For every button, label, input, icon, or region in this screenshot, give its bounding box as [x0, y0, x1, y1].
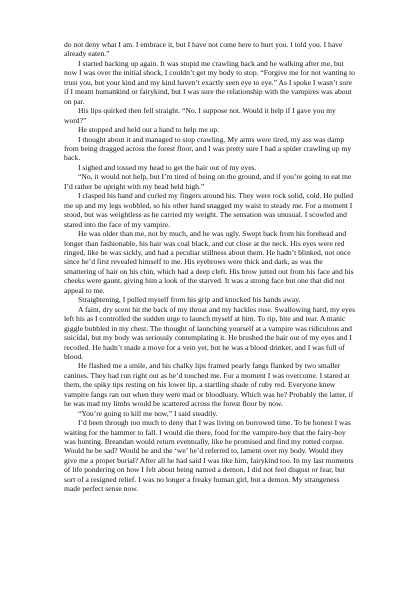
body-text — [64, 40, 356, 494]
paragraph: I started backing up again. It was stupid me crawling back and he walking after me, but now I was over the initial shock, I couldn’t get my body to stop. “Forgive me for not wanting to trust you, but your kind and my kind haven’t exactly seen eye to eye.” As I spoke I wasn’t sure if I meant humankind or fairykind, but I was sure the relationship with the vampires was about on par. — [64, 58, 355, 106]
paragraph: “You’re going to kill me now,” I said steadily. — [78, 408, 218, 418]
paragraph: His lips quirked then fell straight. “No. I suppose not. Would it help if I gave you my word?” — [64, 106, 336, 125]
paragraph: He stopped and held out a hand to help me up. — [78, 125, 220, 135]
paragraph: He flashed me a smile, and his chalky lips framed pearly fangs flanked by two smaller canines. They had run right out as he’d touched me. For a moment I was overcome. I stared at them, the spiky tips resting on his lower lip, a startling shade of ruby red. Everyone knew vampire fangs ran out when they were mad or bloodlusty. Which was he? Probably the latter, if he was mad my limbs would be scattered across the forest floor by now. — [64, 361, 354, 409]
paragraph: do not deny what I am. I embrace it, but I have not come here to hurt you. I told you. I have already eaten.” — [64, 40, 343, 59]
paragraph: I sighed and tossed my head to get the hair out of my eyes. — [78, 162, 257, 172]
paragraph: He was older than me, not by much, and he was ugly. Swept back from his forehead and longer than fashionable, his hair was coal black, and cut close at the neck. His eyes were red ringed, like he was sickly, and had a peculiar stillness about them. He hadn’t blinked, not once since he’d first revealed himself to me. His eyebrows were thick and dark, as was the smattering of hair on his chin, which had a deep cleft. His brow jutted out from his face and his cheeks were gaunt, giving him a look of the starved. It was a strong face but one that did not appeal to me. — [64, 229, 354, 295]
paragraph: Straightening, I pulled myself from his grip and knocked his hands away. — [78, 295, 301, 305]
paragraph: A faint, dry scent hit the back of my throat and my hackles rose. Swallowing hard, my eyes left his as I controlled the sudden urge to launch myself at him. To rip, bite and tear. A manic giggle bubbled in my chest. The thought of launching yourself at a vampire was ridiculous and suicidal, but my body was seriously contemplating it. He brushed the hair out of my eyes and I recoiled. He hadn’t made a move for a vein yet, but he was a blood drinker, and I was full of blood. — [64, 304, 356, 361]
paragraph: “No, it would not help, but I’m tired of being on the ground, and if you’re going to eat me I’d rather be upright with my head held high.” — [64, 172, 352, 191]
paragraph: I’d been through too much to deny that I was living on borrowed time. To be honest I was waiting for the hammer to fall. I would die there, food for the vampire-boy that the fairy-boy was hunting. Breandan would return eventually, like he promised and find my rotted corpse. Would he be sad? Would he and the ‘we’ he’d referred to, lament over my body. Would they give me a proper burial? After all he had said I was like him, fairykind too. In my last moments of life pondering on how I felt about being named a demon, I did not feel disgust or fear, but sort of a resigned relief. I was no longer a freaky human girl, but a demon. My strangeness made perfect sense now. — [64, 418, 354, 494]
paragraph: I clasped his hand and curled my fingers around his. They were rock solid, cold. He pulled me up and my legs wobbled, so his other hand snagged my waist to steady me. For a moment I stood, but was weightless as he carried my weight. The sensation was unusual. I scowled and stared into the face of my vampire. — [64, 191, 354, 229]
paragraph: I thought about it and managed to stop crawling. My arms were tired, my ass was damp from being dragged across the forest floor, and I was pretty sure I had a spider crawling up my back. — [64, 134, 352, 163]
